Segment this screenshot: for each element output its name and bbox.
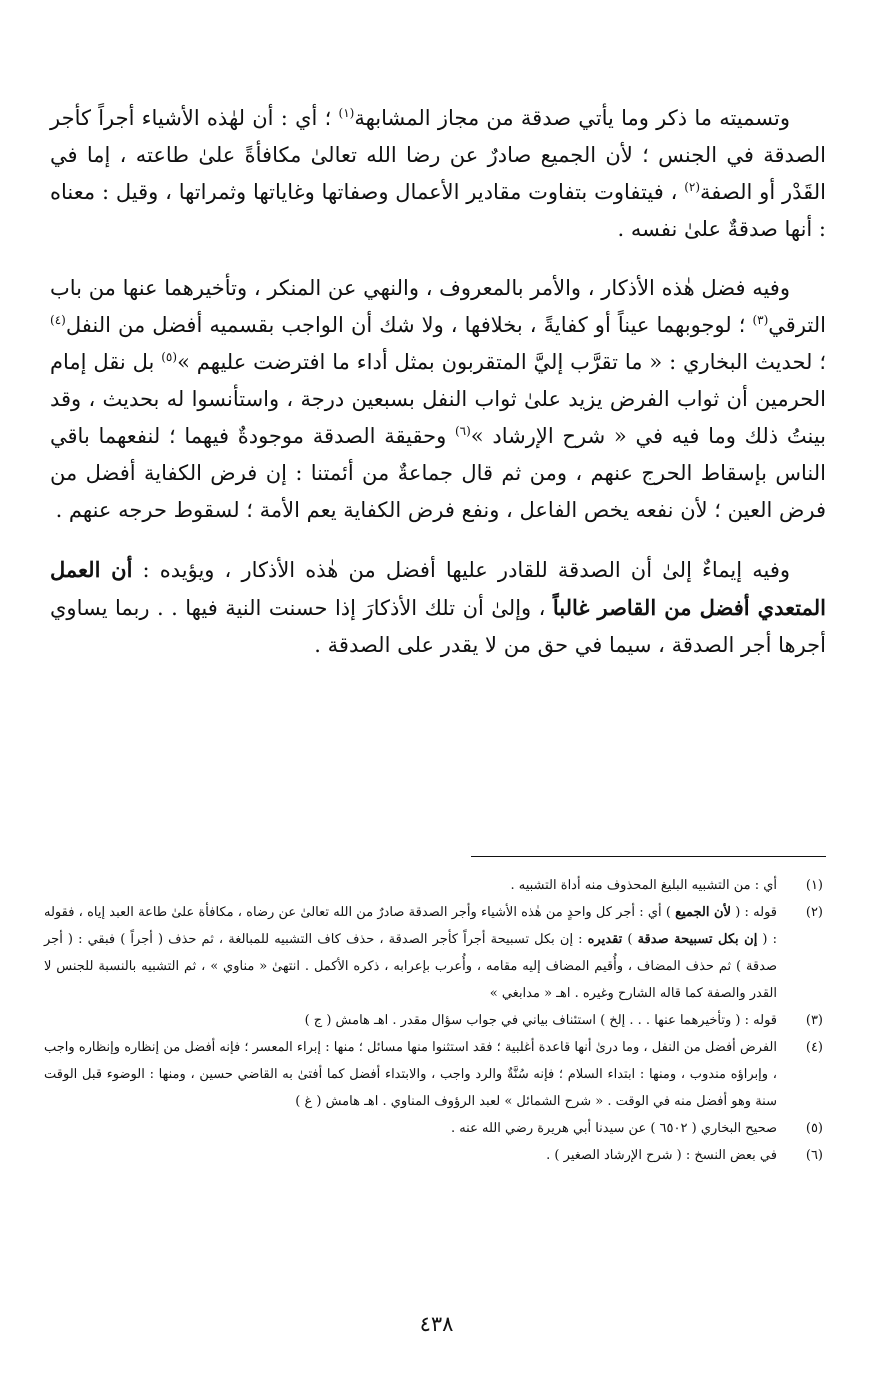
footnote xyxy=(44,1007,823,1034)
footnote-number: (١) xyxy=(805,878,823,893)
footnote-ref: (٥) xyxy=(161,350,178,364)
footnote-number: (٣) xyxy=(805,1013,823,1028)
footnote-ref: (٢) xyxy=(684,180,701,194)
paragraph xyxy=(50,551,826,664)
footnote-ref: (٦) xyxy=(454,424,471,438)
footnote-text xyxy=(44,1142,777,1169)
text-run: ؛ لوجوبهما عيناً أو كفايةً ، بخلافها ، ولا شك أن الواجب بقسميه أفضل من النفل xyxy=(65,313,753,337)
footnote xyxy=(44,1115,823,1142)
text-run: وفيه إيماءٌ إلىٰ أن الصدقة للقادر عليها أفضل من هٰذه الأذكار ، ويؤيده : xyxy=(132,558,790,582)
text-run: في بعض النسخ : ( شرح الإرشاد الصغير ) . xyxy=(546,1148,777,1163)
text-run: قوله : ( xyxy=(731,905,777,920)
text-run: ، فيتفاوت بتفاوت مقادير الأعمال وصفاتها وغاياتها وثمراتها ، وقيل : معناه : أنها صدقةٌ علىٰ نفسه . xyxy=(50,180,826,241)
text-run: ، وإلىٰ أن تلك الأذكارَ إذا حسنت النية فيها . . ربما يساوي أجرها أجر الصدقة ، سيما في حق من لا يقدر على الصدقة . xyxy=(50,596,826,657)
text-run: قوله : ( وتأخيرهما عنها . . . إلخ ) استئناف بياني في جواب سؤال مقدر . اهـ هامش ( ج ) xyxy=(304,1013,777,1028)
text-run: : إن بكل تسبيحة أجراً كأجر الصدقة ، حذف كاف التشبيه للمبالغة ، ثم حذف ( أجراً ) فبقي : ( أجر صدقة ) ثم حذف المضاف ، وأُقيم المضاف إليه مقامه ، وأُعرب بإعرابه ، ذكره الأكمل . انتهىٰ « مناوي » ، ثم التشبيه بالنسبة للجنس لا القدر والصفة كما قاله الشارح وغيره . اهـ « مدابغي » xyxy=(44,932,777,1001)
text-run: ؛ لحديث البخاري : « ما تقرَّب إليَّ المتقربون بمثل أداء ما افترضت عليهم » xyxy=(177,350,826,374)
bold-text: إن بكل تسبيحة صدقة xyxy=(637,932,758,947)
footnote-number: (٢) xyxy=(805,905,823,920)
text-run: وتسميته ما ذكر وما يأتي صدقة من مجاز المشابهة xyxy=(354,106,790,130)
text-run: وفيه فضل هٰذه الأذكار ، والأمر بالمعروف ، والنهي عن المنكر ، وتأخيرهما عنها من باب الترقي xyxy=(50,276,826,337)
bold-text: لأن الجميع xyxy=(675,905,732,920)
footnote-ref: (٤) xyxy=(50,313,66,327)
page-number: ٤٣٨ xyxy=(419,1312,454,1336)
paragraph xyxy=(50,100,826,248)
text-run: وحقيقة الصدقة موجودةٌ فيهما ؛ لنفعهما باقي الناس بإسقاط الحرج عنهم ، ومن ثم قال جماعةٌ من أئمتنا : إن فرض الكفاية أفضل من فرض العين ؛ لأن نفعه يخص الفاعل ، ونفع فرض الكفاية يعم الأمة ؛ لسقوط حرجه عنهم . xyxy=(50,424,826,522)
footnote-number: (٤) xyxy=(805,1040,823,1055)
footnote-number: (٥) xyxy=(805,1121,823,1136)
main-text xyxy=(50,100,826,686)
text-run: ؛ أي : أن لهٰذه الأشياء أجراً كأجر الصدقة في الجنس ؛ لأن الجميع صادرٌ عن رضا الله تعالىٰ مكافأةً علىٰ طاعته ، إما في القَدْر أو الصفة xyxy=(50,106,827,204)
footnote xyxy=(44,899,823,1007)
text-run: ) xyxy=(622,932,638,947)
bold-text: أن العمل المتعدي أفضل من القاصر غالباً xyxy=(50,557,826,620)
text-run: ) أي : أجر كل واحدٍ من هٰذه الأشياء وأجر الصدقة صادرٌ من الله تعالىٰ عن رضاه ، مكافأة علىٰ طاعة العبد إياه ، فقوله : ( xyxy=(44,905,777,947)
footnote-text xyxy=(44,899,777,1007)
footnote xyxy=(44,872,823,899)
footnote-text xyxy=(44,1034,777,1115)
text-run: الفرض أفضل من النفل ، وما درىٰ أنها قاعدة أغلبية ؛ فقد استثنوا منها مسائل ؛ منها : إبراء المعسر ؛ فإنه أفضل من إنظاره وإنظاره واجب ، وإبراؤه مندوب ، ومنها : ابتداء السلام ؛ فإنه سُنَّةٌ والرد واجب ، والابتداء أفضل كما أفتىٰ به القاضي حسين ، ومنها : الوضوء قبل الوقت سنة وهو أفضل منه في الوقت . « شرح الشمائل » لعبد الرؤوف المناوي . اهـ هامش ( غ ) xyxy=(44,1040,777,1109)
footnote-text xyxy=(44,872,777,899)
footnote-ref: (٣) xyxy=(752,313,769,327)
footnote-text xyxy=(44,1007,777,1034)
footnotes xyxy=(44,872,823,1169)
footnote xyxy=(44,1034,823,1115)
footnote xyxy=(44,1142,823,1169)
text-run: صحيح البخاري ( ٦٥٠٢ ) عن سيدنا أبي هريرة رضي الله عنه . xyxy=(450,1121,777,1136)
paragraph xyxy=(50,270,826,529)
footnote-separator xyxy=(471,856,826,857)
bold-text: تقديره xyxy=(587,932,623,947)
text-run: بل نقل إمام الحرمين أن ثواب الفرض يزيد علىٰ ثواب النفل بسبعين درجة ، واستأنسوا له بحديث ، وقد بينتُ ذلك وما فيه في « شرح الإرشاد » xyxy=(50,350,827,448)
footnote-text xyxy=(44,1115,777,1142)
footnote-number: (٦) xyxy=(805,1148,823,1163)
text-run: أي : من التشبيه البليغ المحذوف منه أداة التشبيه . xyxy=(510,878,777,893)
footnote-ref: (١) xyxy=(338,106,355,120)
